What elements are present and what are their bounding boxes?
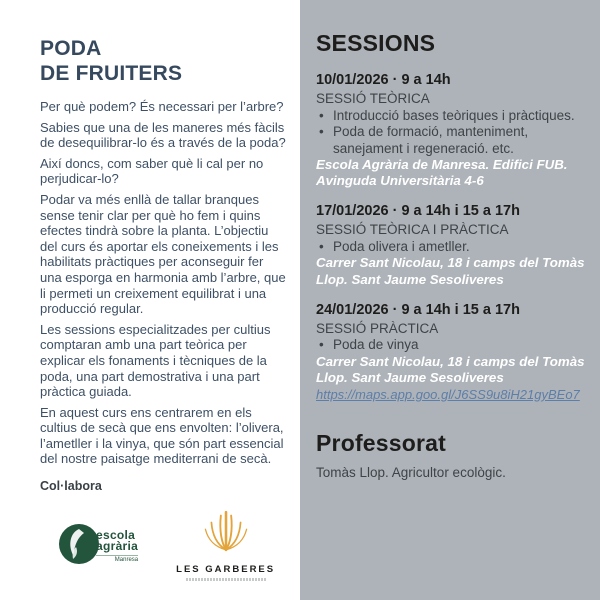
intro-paragraph: Les sessions especialitzades per cultius comptaran amb una part teòrica per explicar els fonaments i tècniques de la poda, una part demostrativa i una part pràctica guiada. [40, 321, 271, 400]
sessions-panel [300, 0, 600, 600]
les-garberes-logo [176, 507, 275, 581]
garberes-wordmark: LES GARBERES [176, 564, 276, 576]
maps-link[interactable]: https://maps.app.goo.gl/J6SS9u8iH21gyBEo7 [316, 387, 580, 403]
professorat-section [316, 430, 588, 480]
session-date: 17/01/2026 · 9 a 14h i 15 a 17h [316, 203, 520, 220]
wheat-sheaf-icon [200, 507, 252, 560]
escola-agraria-logo [56, 521, 138, 572]
session-location: Carrer Sant Nicolau, 18 i camps del Tomàs Llop. Sant Jaume Sesoliveres [316, 255, 585, 287]
session-location: Carrer Sant Nicolau, 18 i camps del Tomàs Llop. Sant Jaume Sesoliveres [316, 353, 585, 386]
intro-paragraph: En aquest curs ens centrarem en els cultius de secà que ens envolten: l’olivera, l’ametller i la vinya, que són part essencial del nostre paisatge mediterrani de secà. [40, 404, 284, 467]
session-item-1 [316, 71, 588, 189]
intro-paragraph: Podar va més enllà de tallar branques sense tenir clar per què ho fem i quins efectes tindrà sobre la planta. L’objectiu del curs és aportar els coneixements i les habilitats pràctiques per aconseguir fer una esporga en harmonia amb l’arbre, que li permeti un creixement equilibrat i una producció regular. [40, 191, 286, 317]
escola-word-sub: Manresa [96, 555, 138, 563]
page-title-line1: PODA [40, 37, 102, 60]
escola-word-line1: escola [96, 528, 136, 543]
escola-word-line2: agrària [96, 539, 139, 554]
sessions-header: SESSIONS [316, 30, 436, 56]
bullet-text: • Poda de vinya [333, 337, 419, 353]
session-date: 10/01/2026 · 9 a 14h [316, 72, 451, 88]
session-item-3 [316, 301, 588, 404]
session-type: SESSIÓ PRÀCTICA [316, 320, 439, 336]
page-title-line2: DE FRUITERS [40, 62, 183, 85]
intro-paragraph: Així doncs, com saber què li cal per no perjudicar-lo? [40, 155, 264, 187]
bullet-text: • Poda olivera i ametller. [333, 238, 470, 254]
bullet-text: • Poda de formació, manteniment, sanejament i regeneració. etc. [333, 124, 529, 156]
session-item-2 [316, 202, 588, 287]
partner-logos [40, 507, 282, 581]
session-bullet [316, 239, 588, 256]
session-location: Escola Agrària de Manresa. Edifici FUB. Avinguda Universitària 4-6 [316, 157, 568, 189]
session-bullet [316, 124, 588, 157]
session-type: SESSIÓ TEÒRICA [316, 91, 430, 106]
intro-paragraph: Per què podem? És necessari per l’arbre? [40, 99, 284, 114]
session-type: SESSIÓ TEÒRICA I PRÀCTICA [316, 222, 509, 238]
escola-agraria-wordmark [96, 530, 138, 563]
intro-text [40, 99, 286, 467]
session-bullet [316, 337, 588, 354]
collabora-label: Col·labora [40, 479, 102, 494]
garberes-subtitle [186, 578, 266, 581]
professorat-header: Professorat [316, 430, 447, 457]
bullet-text: • Introducció bases teòriques i pràctiques. [333, 107, 575, 123]
session-bullet [316, 108, 588, 125]
page-title [40, 36, 282, 86]
professorat-text: Tomàs Llop. Agricultor ecològic. [316, 465, 506, 481]
intro-paragraph: Sabies que una de les maneres més fàcils de desequilibrar-lo és a través de la poda? [40, 119, 286, 151]
session-date: 24/01/2026 · 9 a 14h i 15 a 17h [316, 301, 520, 318]
